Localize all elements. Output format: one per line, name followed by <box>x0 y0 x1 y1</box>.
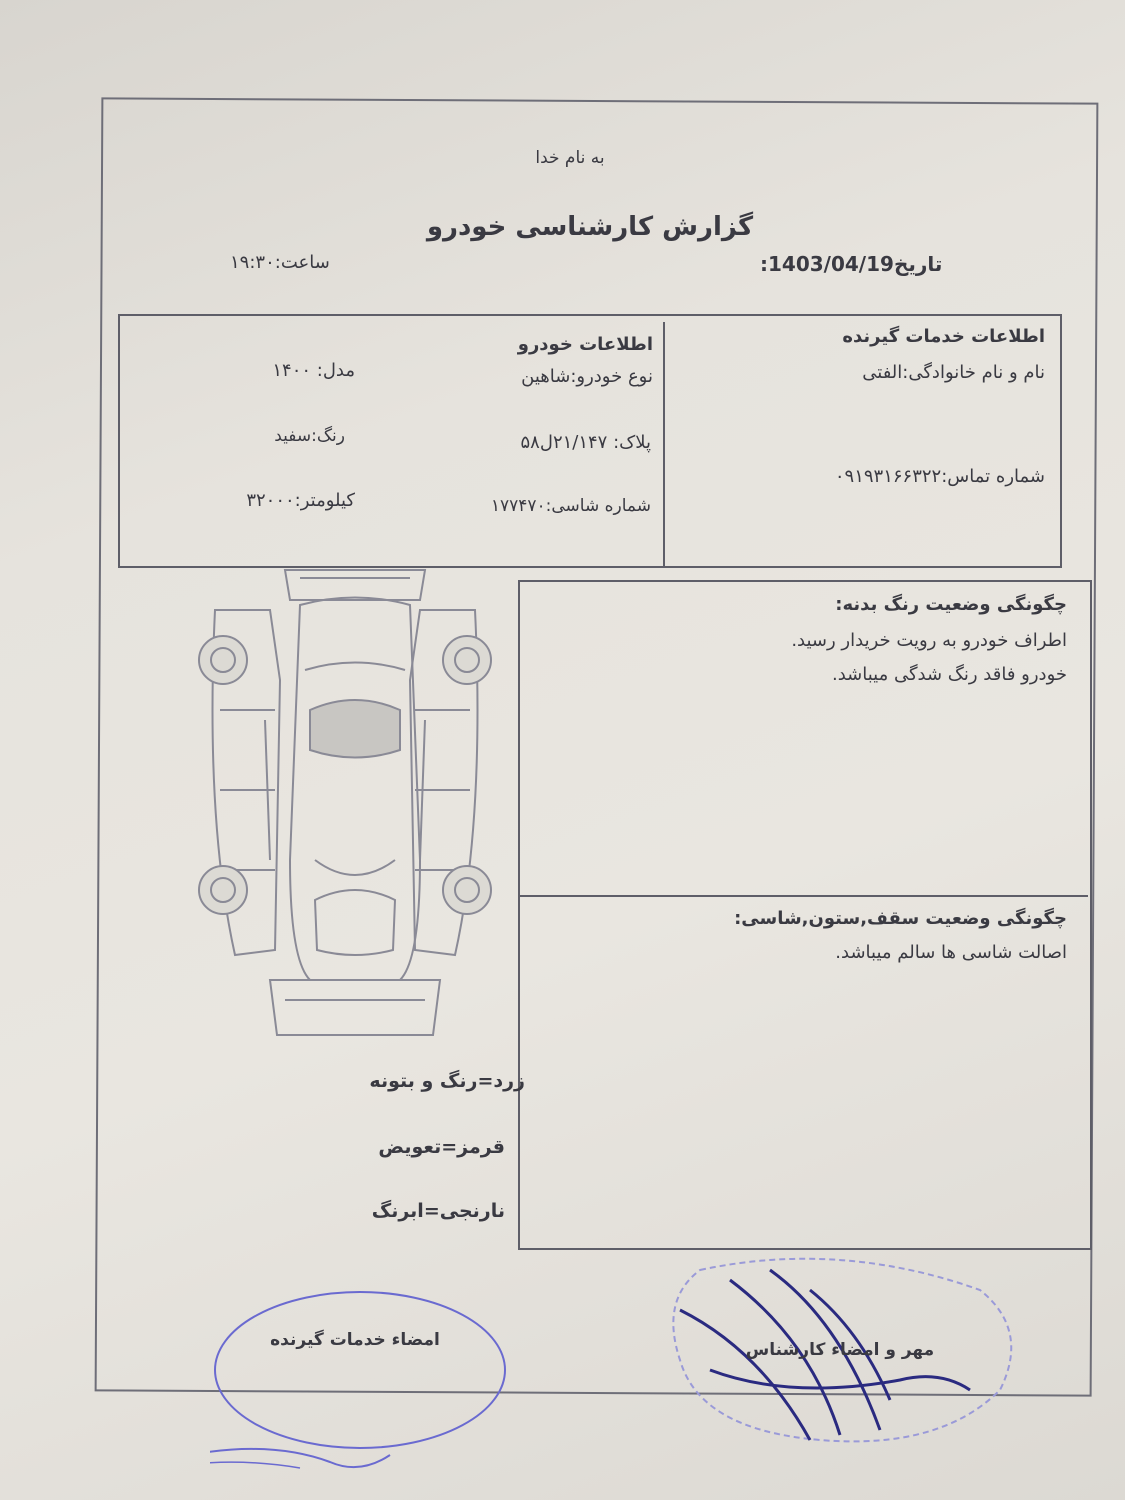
legend-yellow: زرد=رنگ و بتونه <box>369 1070 525 1092</box>
vehicle-plate: پلاک: ۲۱/۱۴۷ل۵۸ <box>520 432 651 453</box>
report-time: ساعت:۱۹:۳۰ <box>230 252 330 273</box>
vehicle-model: مدل: ۱۴۰۰ <box>272 360 355 381</box>
customer-name: نام و نام خانوادگی:الفتی <box>862 362 1045 383</box>
body-paint-line-2: خودرو فاقد رنگ شدگی میباشد. <box>831 664 1067 685</box>
body-paint-heading: چگونگی وضعیت رنگ بدنه: <box>835 594 1067 615</box>
bismillah-text: به نام خدا <box>535 148 605 168</box>
legend-orange: نارنجی=ابرنگ <box>371 1200 505 1222</box>
front-bumper <box>285 570 425 600</box>
vehicle-color: رنگ:سفید <box>274 426 345 446</box>
body-paint-line-1: اطراف خودرو به رویت خریدار رسید. <box>791 630 1067 651</box>
rear-window <box>315 890 395 955</box>
customer-signature-label: امضاء خدمات گیرنده <box>270 1330 440 1350</box>
vehicle-type: نوع خودرو:شاهین <box>521 366 653 387</box>
report-title: گزارش کارشناسی خودرو <box>426 212 754 242</box>
expert-signature-label: مهر و امضاء کارشناس <box>745 1340 935 1360</box>
report-divider <box>520 895 1088 897</box>
car-body-top <box>290 598 420 981</box>
structure-heading: چگونگی وضعیت سقف,ستون,شاسی: <box>734 908 1067 929</box>
vehicle-heading: اطلاعات خودرو <box>517 334 653 355</box>
customer-phone: شماره تماس:۰۹۱۹۳۱۶۶۳۲۲ <box>834 466 1045 487</box>
customer-heading: اطلاعات خدمات گیرنده <box>842 326 1045 347</box>
windshield <box>310 700 400 758</box>
info-divider <box>663 322 665 567</box>
structure-line-1: اصالت شاسی ها سالم میباشد. <box>835 942 1067 963</box>
report-date: تاریخ1403/04/19: <box>760 252 943 276</box>
legend-red: قرمز=تعویض <box>378 1136 505 1158</box>
vehicle-chassis: شماره شاسی:۱۷۷۴۷۰ <box>490 496 651 516</box>
car-diagram <box>175 560 515 1050</box>
signature-stroke <box>680 1310 810 1440</box>
vehicle-mileage: کیلومتر:۳۲۰۰۰ <box>246 490 355 511</box>
customer-signature-oval <box>210 1290 530 1490</box>
rear-bumper <box>270 980 440 1035</box>
